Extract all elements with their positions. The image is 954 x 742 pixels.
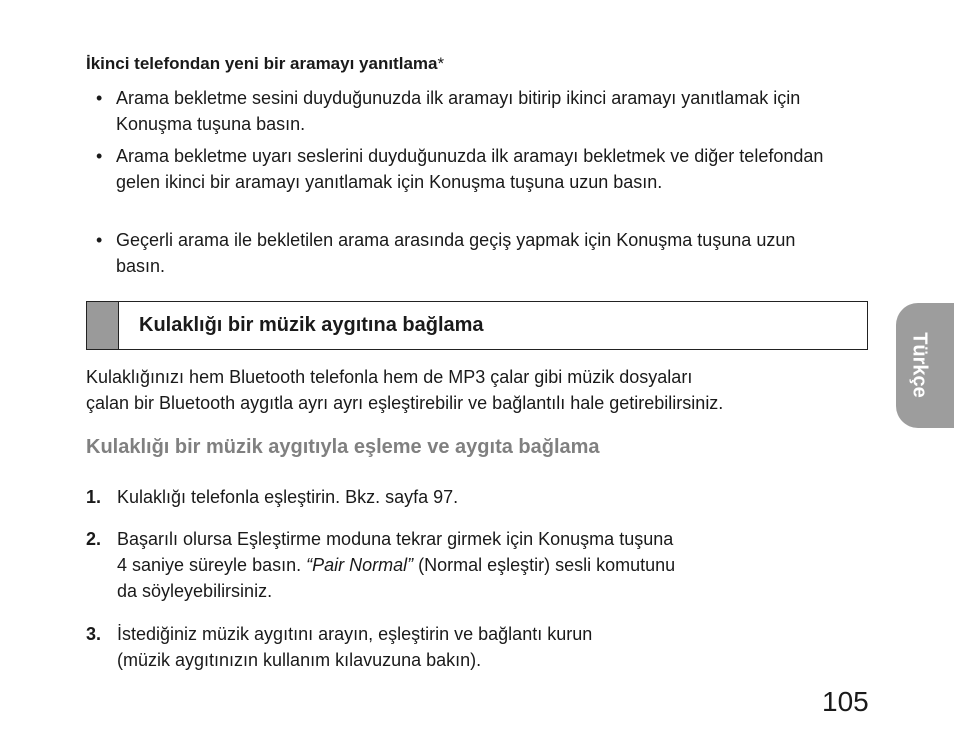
subheading: Kulaklığı bir müzik aygıtıyla eşleme ve aygıta bağlama: [86, 436, 600, 458]
section-title-box: [86, 301, 868, 350]
section-heading-second-call: [86, 54, 444, 74]
bullet-dot: •: [96, 88, 103, 108]
step-line: (müzik aygıtınızın kullanım kılavuzuna bakın).: [117, 650, 482, 670]
step-text: [86, 621, 846, 673]
step-number: 3.: [86, 624, 102, 644]
step-line-part: (Normal eşleştir) sesli komutunu: [413, 555, 676, 575]
step-text: [86, 526, 846, 604]
step-line: da söyleyebilirsiniz.: [117, 581, 273, 601]
step-number: 1.: [86, 487, 102, 507]
step-number: 2.: [86, 529, 102, 549]
language-tab: [896, 303, 954, 428]
bullet-item: [96, 143, 886, 195]
footnote-mark: *: [437, 54, 445, 73]
step-item: [86, 621, 846, 673]
bullet-text: Arama bekletme sesini duyduğunuzda ilk aramayı bitirip ikinci aramayı yanıtlamak için Konuşma tuşuna basın.: [116, 88, 801, 134]
intro-paragraph: [86, 364, 886, 416]
paragraph-line: çalan bir Bluetooth aygıtla ayrı ayrı eşleştirebilir ve bağlantılı hale getirebilirsiniz.: [86, 393, 724, 413]
step-line: Başarılı olursa Eşleştirme moduna tekrar girmek için Konuşma tuşuna: [117, 529, 674, 549]
heading-text: İkinci telefondan yeni bir aramayı yanıtlama: [86, 54, 438, 73]
bullet-item: [96, 227, 886, 279]
bullet-item: [96, 85, 886, 137]
step-item: [86, 526, 846, 604]
bullet-dot: •: [96, 146, 103, 166]
language-tab-label: Türkçe: [908, 332, 931, 398]
bullet-text: Geçerli arama ile bekletilen arama arasında geçiş yapmak için Konuşma tuşuna uzun basın.: [116, 230, 796, 276]
step-line-part: 4 saniye süreyle basın.: [117, 555, 307, 575]
bullet-text: Arama bekletme uyarı seslerini duyduğunuzda ilk aramayı bekletmek ve diğer telefondan gelen ikinci bir aramayı yanıtlamak için Konuşma tuşuna uzun basın.: [116, 146, 824, 192]
step-item: [86, 484, 846, 510]
voice-command: “Pair Normal”: [306, 555, 414, 575]
step-line: İstediğiniz müzik aygıtını arayın, eşleştirin ve bağlantı kurun: [117, 624, 593, 644]
step-text: Kulaklığı telefonla eşleştirin. Bkz. sayfa 97.: [117, 487, 459, 507]
page-number: 105: [822, 686, 869, 717]
paragraph-line: Kulaklığınızı hem Bluetooth telefonla hem de MP3 çalar gibi müzik dosyaları: [86, 367, 693, 387]
bullet-dot: •: [96, 230, 103, 250]
section-title: Kulaklığı bir müzik aygıtına bağlama: [139, 314, 484, 336]
section-accent-bar: [87, 302, 119, 349]
